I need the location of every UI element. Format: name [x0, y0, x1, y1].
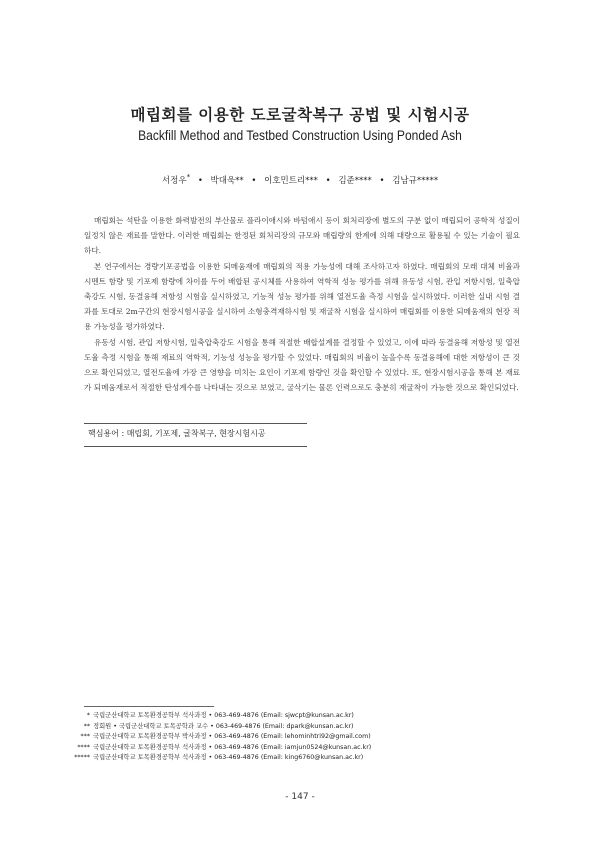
keywords-top-rule [84, 423, 307, 424]
author-3: 이호민트리*** [264, 175, 318, 186]
author-4: 김준**** [338, 175, 372, 186]
footnote-3: *** 국립군산대학교 토목환경공학부 박사과정 • 063-469-4876 (Email: lehominhtri92@gmail.com) [80, 733, 371, 741]
author-separator: • [251, 175, 257, 186]
keywords-bottom-rule [84, 446, 307, 447]
page-number: - 147 - [285, 792, 315, 802]
author-separator: • [197, 175, 203, 186]
abstract-paragraph-1: 매립회는 석탄을 이용한 화력발전의 부산물로 플라이애시와 바텀애시 등이 회처리장에 별도의 구분 없이 매립되어 공학적 성질이 일정치 않은 재료를 말한다. 이러한 매립회는 한정된 회처리장의 규모와 매립량의 한계에 의해 대량으로 활용될 수 있는 기술이 필요하다. [84, 216, 520, 256]
author-1: 서정우* [161, 172, 191, 186]
footnote-4: **** 국립군산대학교 토목환경공학부 석사과정 • 063-469-4876 (Email: iamjun0524@kunsan.ac.kr) [77, 743, 372, 751]
author-5: 김남규***** [392, 175, 439, 186]
author-2: 박대욱** [210, 175, 244, 186]
paper-title-english: Backfill Method and Testbed Construction Using Ponded Ash [138, 127, 462, 143]
footnote-1: * 국립군산대학교 토목환경공학부 석사과정 • 063-469-4876 (Email: sjwcpt@kunsan.ac.kr) [86, 712, 354, 719]
keywords: 핵심용어 : 매립회, 기포제, 굴착복구, 현장시험시공 [88, 429, 266, 438]
author-separator: • [325, 175, 331, 186]
abstract-paragraph-2: 본 연구에서는 경량기포공법을 이용한 되메움재에 매립회의 적용 가능성에 대해 조사하고자 하였다. 매립회의 모래 대체 비율과 시멘트 함량 및 기포제 함량에 차이를 두어 배합된 공시체를 사용하여 역학적 성능 평가를 위해 유동성 시험, 관입 저항시험, 일축압축강도 시험, 동결융해 저항성 시험을 실시하였고, 기능적 성능 평가를 위해 열전도율 측정 시험을 실시하였다. 이러한 실내 시험 결과를 토대로 2m구간의 현장시험시공을 실시하여 소형충격재하시험 및 재굴착 시험을 실시하여 매립회를 이용한 되메움재의 현장 적용 가능성을 평가하였다. [84, 261, 520, 332]
footnote-rule [84, 706, 214, 707]
footnotes [60, 711, 530, 764]
footnote-5: ***** 국립군산대학교 토목환경공학부 석사과정 • 063-469-4876 (Email: king6760@kunsan.ac.kr) [74, 754, 364, 762]
footnote-2: ** 정회원 • 국립군산대학교 토목공학과 교수 • 063-469-4876 (Email: dpark@kunsan.ac.kr) [83, 722, 354, 730]
author-line [0, 172, 600, 186]
abstract [84, 213, 520, 395]
abstract-paragraph-3: 유동성 시험, 관입 저항시험, 일축압축강도 시험을 통해 적절한 배합설계를 결정할 수 있었고, 이에 따라 동결융해 저항성 및 열전도율 측정 시험을 통해 재료의 역학적, 기능성 성능을 평가할 수 있었다. 매립회의 비율이 높을수록 동결융해에 대한 저항성이 큰 것으로 확인되었고, 열전도율에 가장 큰 영향을 미치는 요인이 기포제 함량인 것을 확인할 수 있었다. 또, 현장시험시공을 통해 본 재료가 되메움재로서 적절한 탄성계수를 나타내는 것으로 보였고, 굴삭기는 물론 인력으로도 충분히 재굴착이 가능한 것으로 확인되었다. [84, 337, 520, 393]
author-separator: • [379, 175, 385, 186]
paper-title-korean: 매립회를 이용한 도로굴착복구 공법 및 시험시공 [130, 106, 470, 124]
